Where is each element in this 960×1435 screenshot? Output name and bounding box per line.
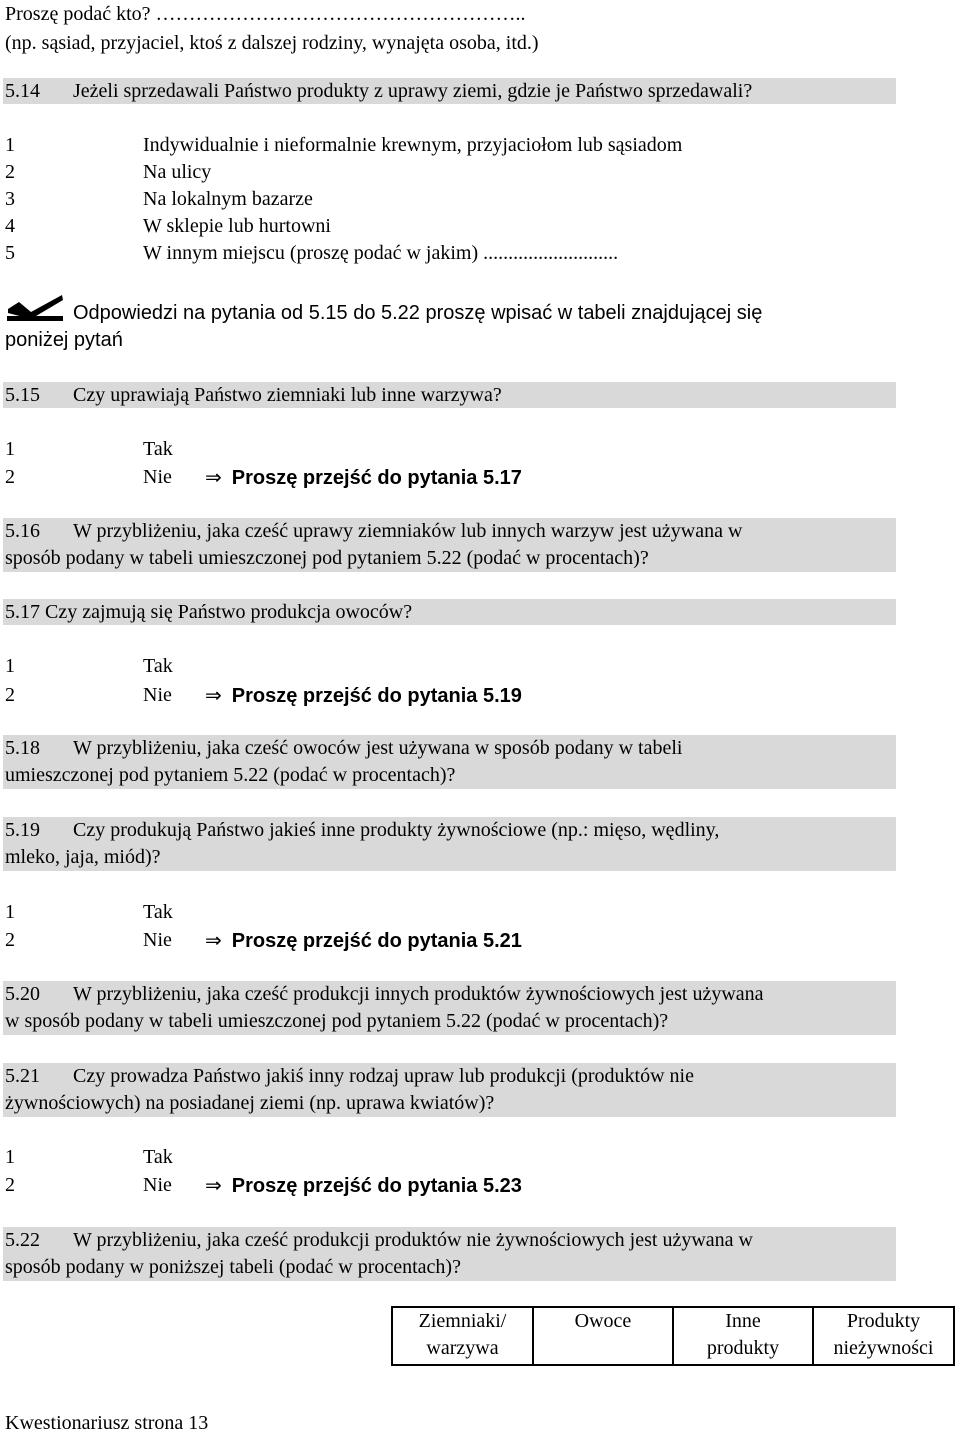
header-line-2: nieżywności	[833, 1337, 934, 1359]
option-label: Indywidualnie i nieformalnie krewnym, przyjaciołom lub sąsiadom	[143, 134, 683, 156]
question-text-line-2: mleko, jaja, miód)?	[5, 846, 161, 868]
option-label: Tak	[143, 901, 173, 923]
question-5-21	[3, 1063, 896, 1117]
arrow-right-icon: ⇒	[205, 683, 222, 707]
option-label: W sklepie lub hurtowni	[143, 215, 331, 237]
skip-instruction	[205, 927, 522, 954]
option-no[interactable]	[0, 927, 960, 953]
option-row[interactable]	[0, 132, 960, 158]
option-label: Na ulicy	[143, 161, 212, 183]
question-text-line-1: W przybliżeniu, jaka cześć owoców jest używana w sposób podany w tabeli	[73, 737, 683, 759]
intro-line-1: Proszę podać kto? ………………………………………………..	[5, 3, 526, 25]
pen-nib-icon	[5, 293, 65, 323]
option-label: Nie	[143, 929, 172, 951]
page-footer: Kwestionariusz strona 13	[5, 1412, 209, 1434]
question-text: Czy zajmują się Państwo produkcja owoców?	[45, 601, 413, 623]
table-header-cell	[533, 1307, 673, 1365]
option-yes[interactable]	[0, 653, 960, 679]
option-no[interactable]	[0, 682, 960, 708]
intro-line-2: (np. sąsiad, przyjaciel, ktoś z dalszej rodziny, wynajęta osoba, itd.)	[5, 32, 539, 54]
question-text-line-2: sposób podany w poniższej tabeli (podać w procentach)?	[5, 1256, 461, 1278]
option-no[interactable]	[0, 1172, 960, 1198]
header-line-2: warzywa	[426, 1337, 499, 1359]
question-text-line-2: żywnościowych) na posiadanej ziemi (np. uprawa kwiatów)?	[5, 1092, 495, 1114]
question-text-line-1: Czy produkują Państwo jakieś inne produkty żywnościowe (np.: mięso, wędliny,	[73, 819, 720, 841]
question-number: 5.15	[5, 384, 40, 406]
question-number: 5.19	[5, 819, 40, 841]
option-row[interactable]	[0, 186, 960, 212]
option-row[interactable]	[0, 240, 960, 266]
question-5-22	[3, 1227, 896, 1281]
option-label: Nie	[143, 684, 172, 706]
skip-instruction	[205, 682, 522, 709]
skip-text: Proszę przejść do pytania 5.17	[231, 467, 522, 489]
option-number: 1	[5, 438, 15, 460]
question-number: 5.22	[5, 1229, 40, 1251]
skip-text: Proszę przejść do pytania 5.19	[231, 685, 522, 707]
option-number: 2	[5, 466, 15, 488]
option-label: Tak	[143, 438, 173, 460]
question-number: 5.18	[5, 737, 40, 759]
question-number: 5.14	[5, 80, 40, 102]
arrow-right-icon: ⇒	[205, 465, 222, 489]
header-line-1: Owoce	[574, 1310, 632, 1332]
option-number: 1	[5, 655, 15, 677]
question-number: 5.20	[5, 983, 40, 1005]
skip-text: Proszę przejść do pytania 5.23	[231, 1175, 522, 1197]
table-header-cell	[392, 1307, 533, 1365]
question-text-line-1: W przybliżeniu, jaka cześć produkcji innych produktów żywnościowych jest używana	[73, 983, 764, 1005]
question-number: 5.21	[5, 1065, 40, 1087]
arrow-right-icon: ⇒	[205, 928, 222, 952]
option-label: Nie	[143, 466, 172, 488]
header-line-1: Ziemniaki/	[418, 1310, 507, 1332]
question-text: Czy uprawiają Państwo ziemniaki lub inne warzywa?	[73, 384, 502, 406]
instruction-line-2: poniżej pytań	[5, 329, 123, 351]
option-number: 2	[5, 161, 15, 183]
table-header-row	[392, 1307, 954, 1365]
table-header-cell	[673, 1307, 813, 1365]
option-row[interactable]	[0, 159, 960, 185]
question-text-line-1: W przybliżeniu, jaka cześć uprawy ziemniaków lub innych warzyw jest używana w	[73, 520, 743, 542]
question-text-line-1: Czy prowadza Państwo jakiś inny rodzaj upraw lub produkcji (produktów nie	[73, 1065, 694, 1087]
table-header-cell	[813, 1307, 954, 1365]
question-5-15	[3, 382, 896, 408]
question-number: 5.17	[5, 601, 40, 623]
instruction-line-1: Odpowiedzi na pytania od 5.15 do 5.22 proszę wpisać w tabeli znajdującej się	[73, 302, 763, 324]
option-label: Nie	[143, 1174, 172, 1196]
option-label: Tak	[143, 1146, 173, 1168]
option-yes[interactable]	[0, 1144, 960, 1170]
option-number: 1	[5, 1146, 15, 1168]
question-text-line-2: sposób podany w tabeli umieszczonej pod pytaniem 5.22 (podać w procentach)?	[5, 547, 649, 569]
option-number: 1	[5, 901, 15, 923]
option-yes[interactable]	[0, 436, 960, 462]
skip-instruction	[205, 464, 522, 491]
option-label: Na lokalnym bazarze	[143, 188, 313, 210]
option-number: 2	[5, 929, 15, 951]
header-line-1: Inne	[725, 1310, 761, 1332]
question-5-20	[3, 981, 896, 1035]
option-label: W innym miejscu (proszę podać w jakim) ...........................	[143, 242, 619, 264]
header-line-2: produkty	[706, 1337, 780, 1359]
question-5-19	[3, 817, 896, 871]
skip-text: Proszę przejść do pytania 5.21	[231, 930, 522, 952]
arrow-right-icon: ⇒	[205, 1173, 222, 1197]
option-yes[interactable]	[0, 899, 960, 925]
question-5-14	[3, 78, 896, 104]
option-number: 5	[5, 242, 15, 264]
option-number: 1	[5, 134, 15, 156]
question-text-line-2: w sposób podany w tabeli umieszczonej pod pytaniem 5.22 (podać w procentach)?	[5, 1010, 669, 1032]
option-number: 4	[5, 215, 15, 237]
option-label: Tak	[143, 655, 173, 677]
question-5-18	[3, 735, 896, 789]
question-5-17	[3, 599, 896, 625]
question-text-line-2: umieszczonej pod pytaniem 5.22 (podać w procentach)?	[5, 764, 456, 786]
option-no[interactable]	[0, 464, 960, 490]
option-number: 3	[5, 188, 15, 210]
option-number: 2	[5, 684, 15, 706]
question-text-line-1: W przybliżeniu, jaka cześć produkcji produktów nie żywnościowych jest używana w	[73, 1229, 753, 1251]
option-number: 2	[5, 1174, 15, 1196]
header-line-1: Produkty	[846, 1310, 921, 1332]
usage-table	[391, 1306, 955, 1366]
question-5-16	[3, 518, 896, 572]
question-number: 5.16	[5, 520, 40, 542]
option-row[interactable]	[0, 213, 960, 239]
question-text: Jeżeli sprzedawali Państwo produkty z uprawy ziemi, gdzie je Państwo sprzedawali?	[73, 80, 753, 102]
skip-instruction	[205, 1172, 522, 1199]
